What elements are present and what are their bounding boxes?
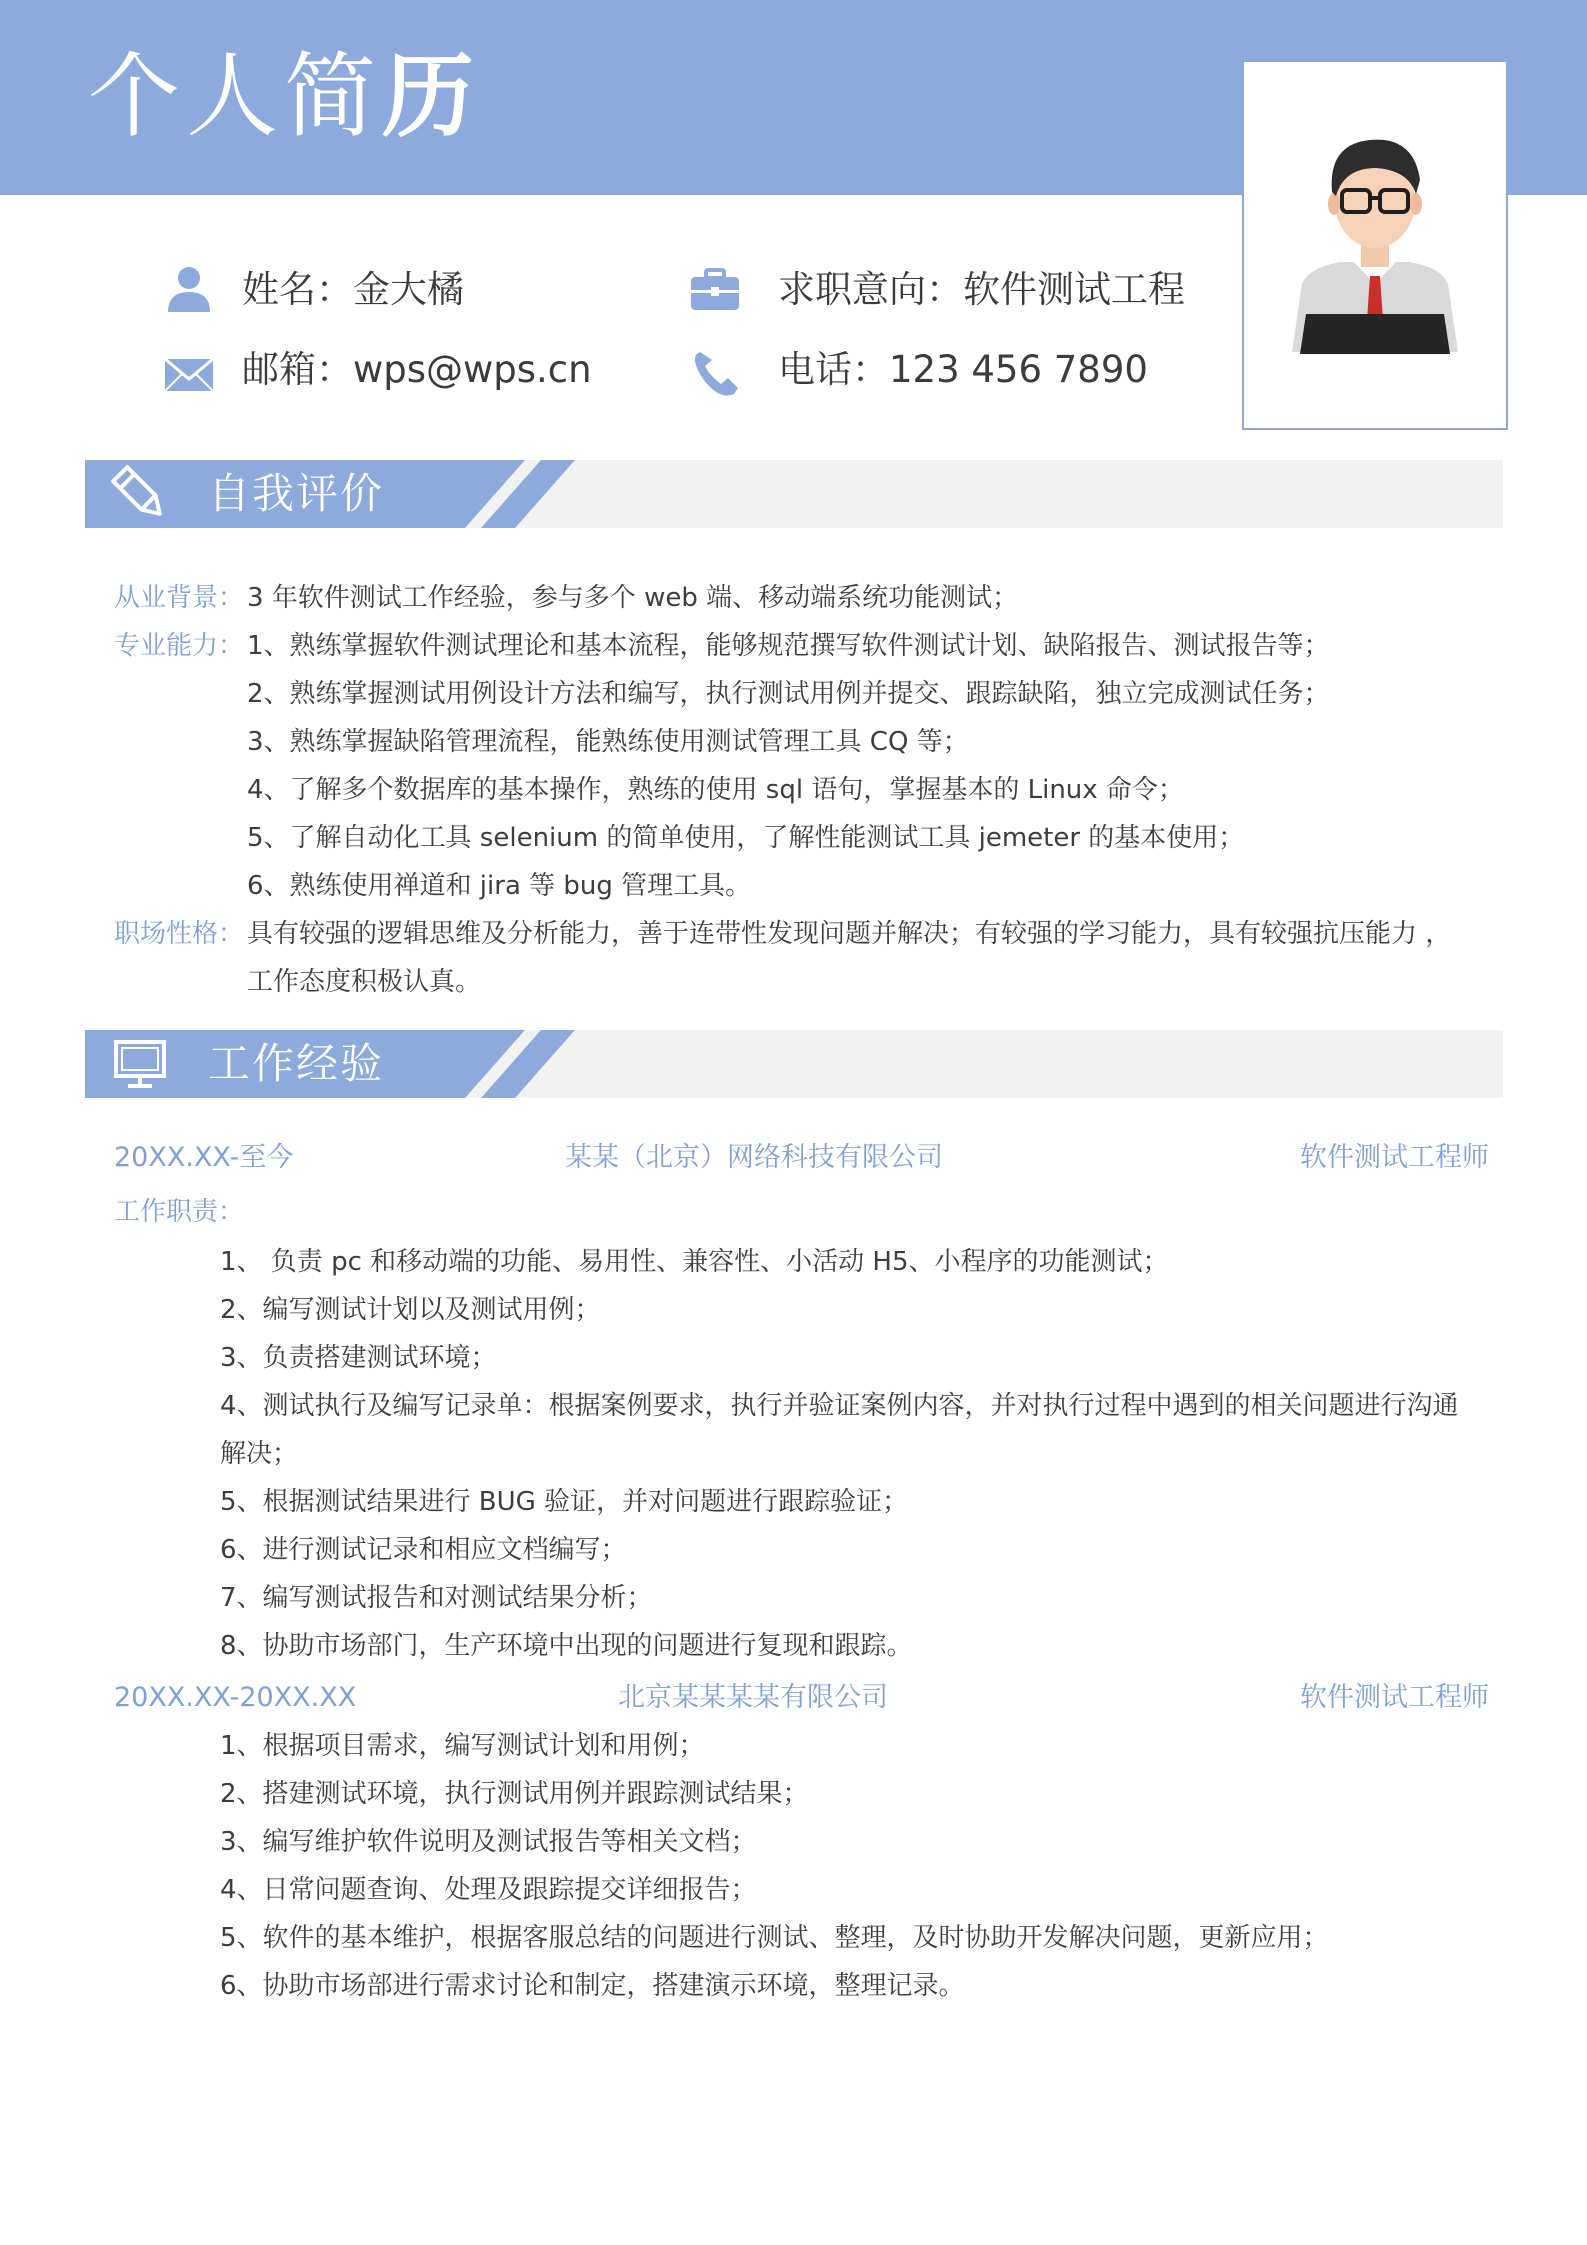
duty-item: 4、测试执行及编写记录单：根据案例要求，执行并验证案例内容，并对执行过程中遇到的相关问题进行沟通 xyxy=(220,1391,1459,1421)
contact-intention: 求职意向：软件测试工程 xyxy=(778,268,1185,311)
duty-item: 2、编写测试计划以及测试用例； xyxy=(220,1295,601,1325)
duty-item: 1、 负责 pc 和移动端的功能、易用性、兼容性、小活动 H5、小程序的功能测试； xyxy=(220,1247,1169,1277)
title-bold: 历 xyxy=(382,43,481,150)
duty-item: 5、根据测试结果进行 BUG 验证，并对问题进行跟踪验证； xyxy=(220,1487,909,1517)
avatar-illustration xyxy=(1244,62,1506,428)
job-role: 软件测试工程师 xyxy=(1300,1142,1489,1173)
duty-item: 8、协助市场部门，生产环境中出现的问题进行复现和跟踪。 xyxy=(220,1631,913,1661)
background-text: 3 年软件测试工作经验，参与多个 web 端、移动端系统功能测试； xyxy=(247,583,1019,613)
briefcase-icon xyxy=(688,262,742,316)
skills-label: 专业能力： xyxy=(114,631,245,661)
page-title xyxy=(88,42,480,152)
job-period: 20XX.XX-至今 xyxy=(114,1142,294,1173)
personality-label: 职场性格： xyxy=(114,919,245,949)
personality-text: 具有较强的逻辑思维及分析能力，善于连带性发现问题并解决；有较强的学习能力，具有较强抗压能力 ， xyxy=(247,919,1452,949)
mail-icon xyxy=(162,348,216,402)
personality-text: 工作态度积极认真。 xyxy=(247,967,482,997)
skill-item: 2、熟练掌握测试用例设计方法和编写，执行测试用例并提交、跟踪缺陷，独立完成测试任务； xyxy=(247,679,1330,709)
avatar xyxy=(1242,60,1508,430)
pencil-icon xyxy=(110,464,170,524)
section-title-work: 工作经验 xyxy=(208,1039,385,1088)
duty-label: 工作职责： xyxy=(114,1197,245,1227)
skill-item: 5、了解自动化工具 selenium 的简单使用，了解性能测试工具 jemeter 的基本使用； xyxy=(247,823,1245,853)
skill-item: 1、熟练掌握软件测试理论和基本流程，能够规范撰写软件测试计划、缺陷报告、测试报告等； xyxy=(247,631,1330,661)
contact-email: 邮箱：wps@wps.cn xyxy=(242,348,592,391)
skill-item: 4、了解多个数据库的基本操作，熟练的使用 sql 语句，掌握基本的 Linux 命令； xyxy=(247,775,1184,805)
job-period: 20XX.XX-20XX.XX xyxy=(114,1682,357,1713)
user-icon xyxy=(162,262,216,316)
job-company: 北京某某某某有限公司 xyxy=(618,1682,888,1713)
duty-item: 3、编写维护软件说明及测试报告等相关文档； xyxy=(220,1827,757,1857)
title-light: 个人简 xyxy=(88,43,383,150)
duty-item: 6、进行测试记录和相应文档编写； xyxy=(220,1535,627,1565)
skill-item: 3、熟练掌握缺陷管理流程，能熟练使用测试管理工具 CQ 等； xyxy=(247,727,969,757)
job-role: 软件测试工程师 xyxy=(1300,1682,1489,1713)
duty-item: 4、日常问题查询、处理及跟踪提交详细报告； xyxy=(220,1875,757,1905)
job-company: 某某（北京）网络科技有限公司 xyxy=(565,1142,943,1173)
duty-item: 5、软件的基本维护，根据客服总结的问题进行测试、整理，及时协助开发解决问题，更新应用； xyxy=(220,1923,1329,1953)
duty-item: 6、协助市场部进行需求讨论和制定，搭建演示环境，整理记录。 xyxy=(220,1971,965,2001)
contact-name: 姓名：金大橘 xyxy=(242,268,464,311)
skill-item: 6、熟练使用禅道和 jira 等 bug 管理工具。 xyxy=(247,871,752,901)
section-title-self-eval: 自我评价 xyxy=(208,469,385,518)
duty-item: 2、搭建测试环境，执行测试用例并跟踪测试结果； xyxy=(220,1779,809,1809)
duty-item: 解决； xyxy=(220,1439,299,1469)
phone-icon xyxy=(690,346,744,400)
duty-item: 1、根据项目需求，编写测试计划和用例； xyxy=(220,1731,705,1761)
background-label: 从业背景： xyxy=(114,583,245,613)
duty-item: 3、负责搭建测试环境； xyxy=(220,1343,497,1373)
contact-phone: 电话：123 456 7890 xyxy=(778,348,1148,391)
duty-item: 7、编写测试报告和对测试结果分析； xyxy=(220,1583,653,1613)
monitor-icon xyxy=(110,1034,170,1094)
